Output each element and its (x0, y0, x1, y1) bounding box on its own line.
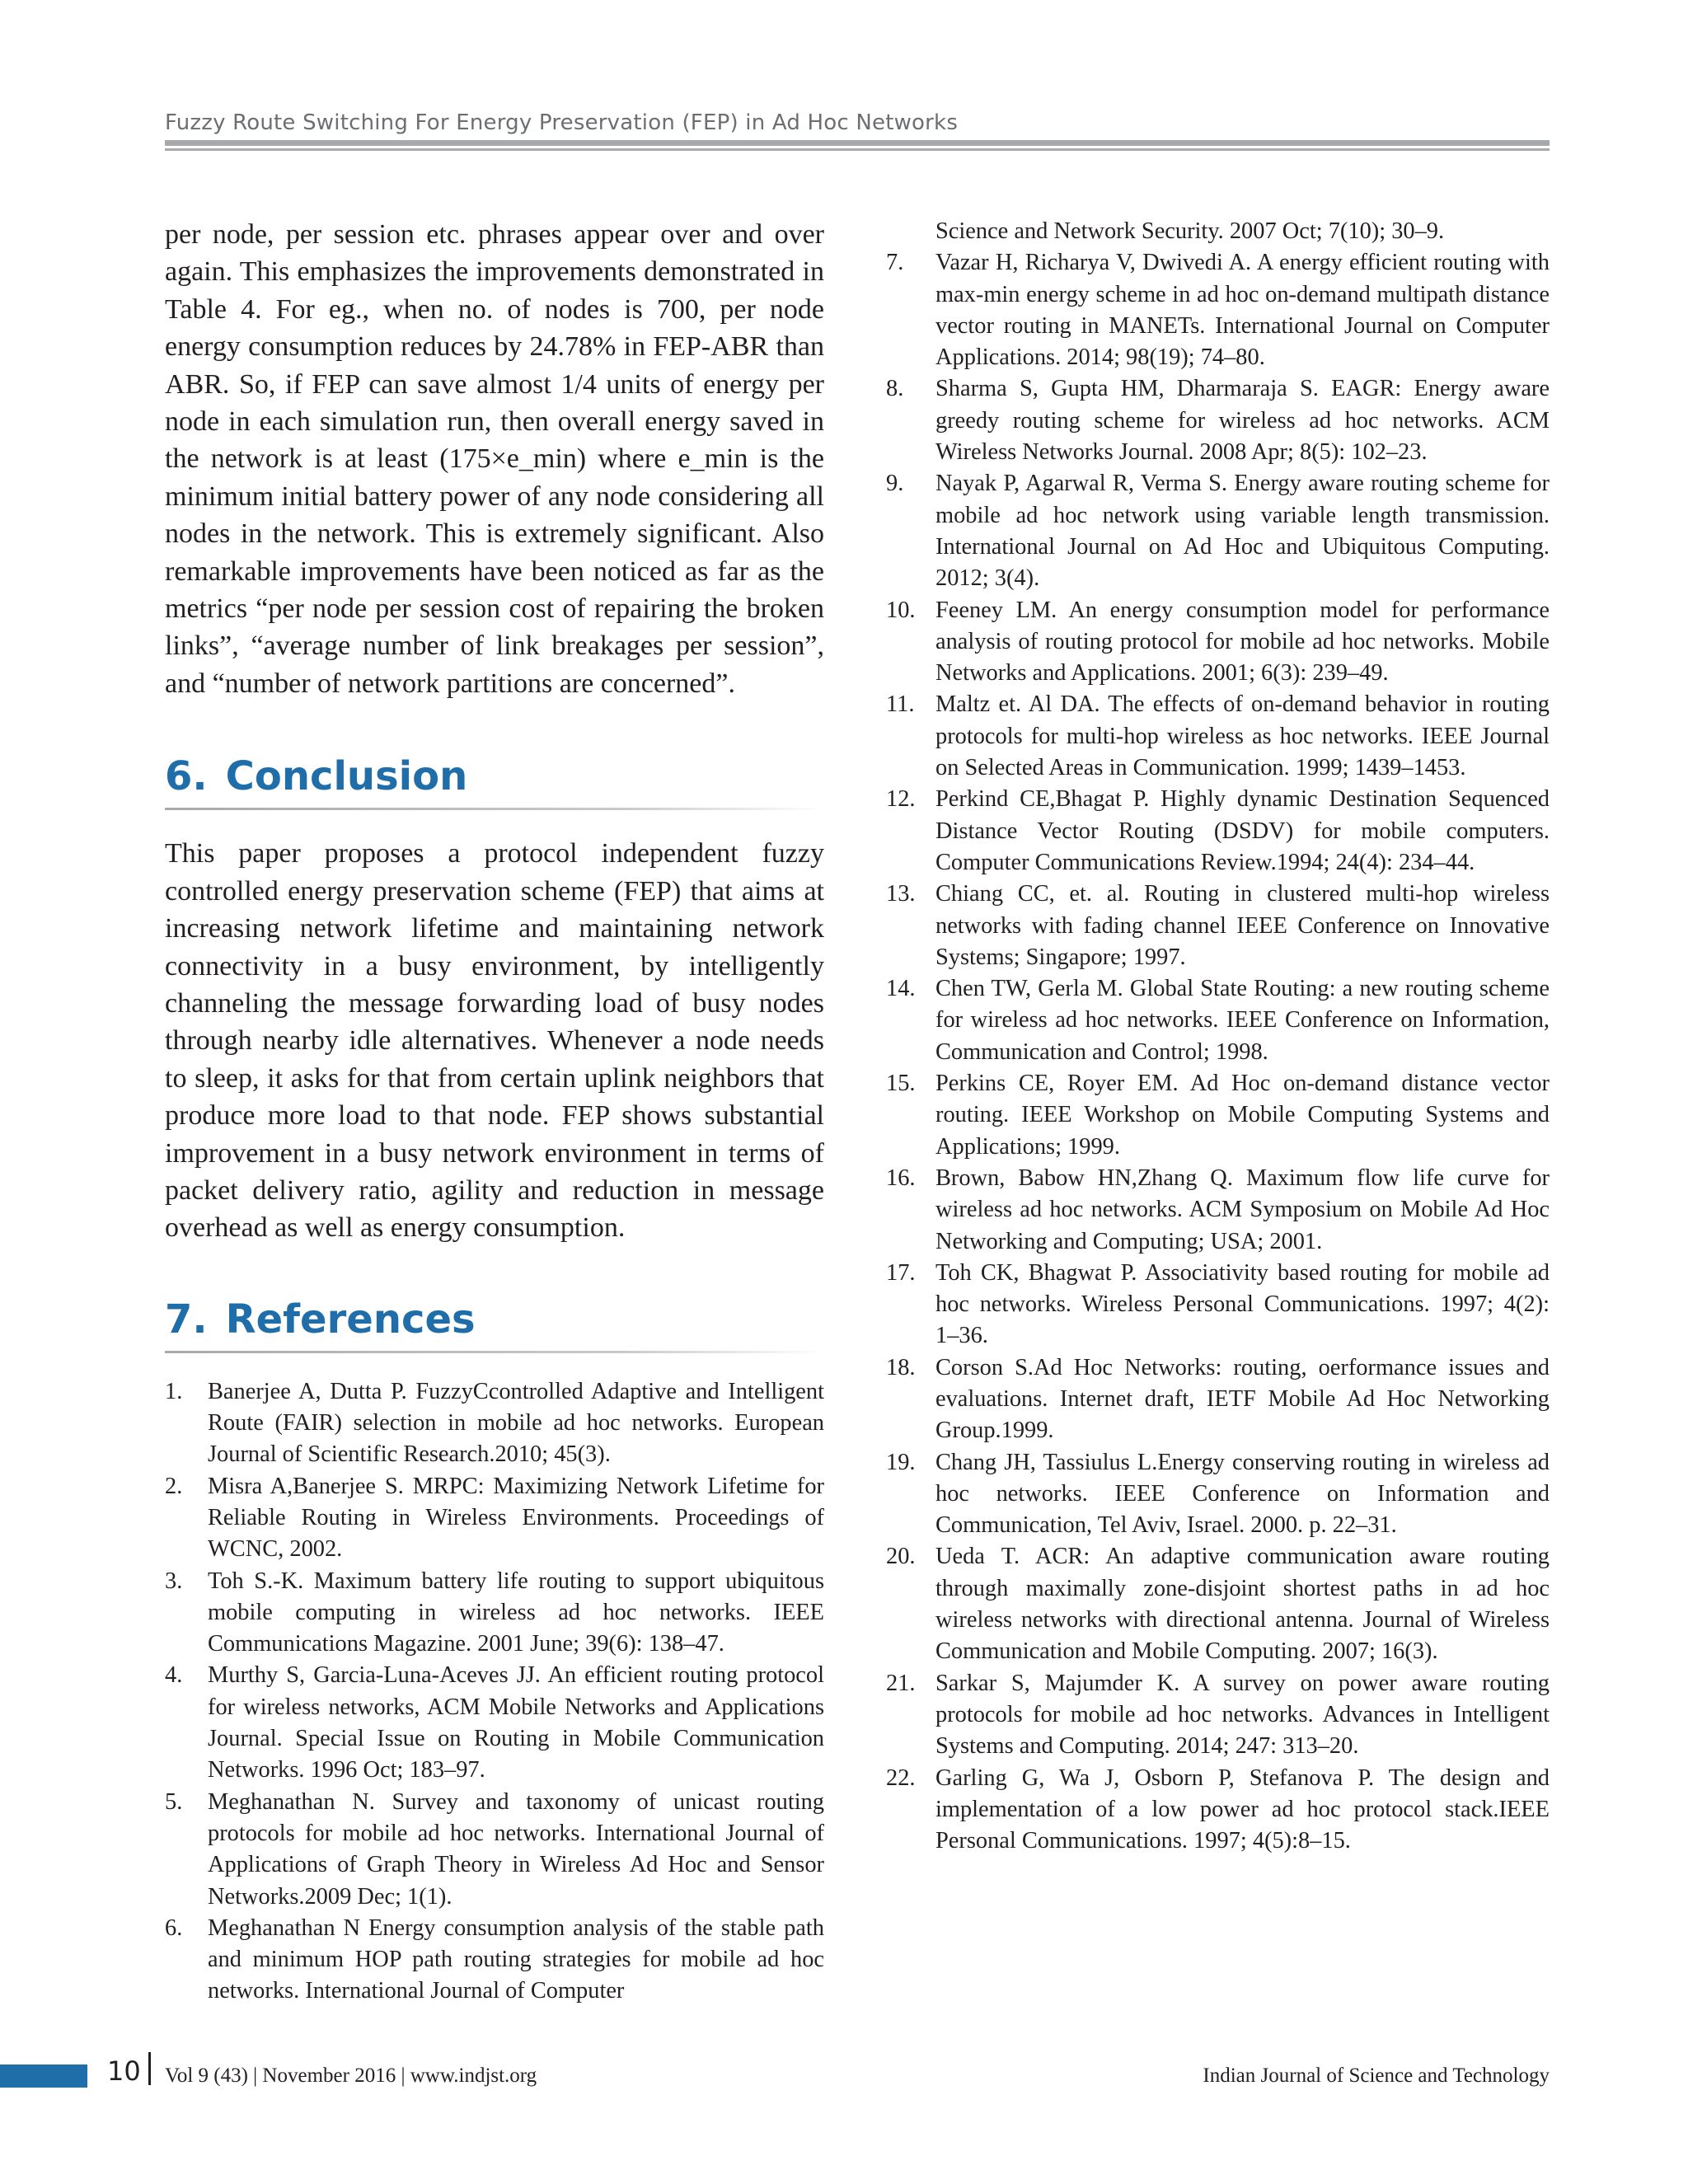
reference-item (886, 1163, 1550, 1258)
reference-item (165, 1566, 824, 1661)
reference-text: Perkins CE, Royer EM. Ad Hoc on-demand distance vector routing. IEEE Workshop on Mobile Computing Systems and Applications; 1999. (935, 1071, 1550, 1160)
reference-list-right (886, 247, 1550, 1857)
running-title: Fuzzy Route Switching For Energy Preservation (FEP) in Ad Hoc Networks (165, 110, 959, 135)
reference-number: 1. (165, 1378, 183, 1404)
reference-item (886, 1258, 1550, 1352)
reference-item (886, 1763, 1550, 1858)
conclusion-number: 6. (165, 753, 208, 800)
reference-text: Chen TW, Gerla M. Global State Routing: a new routing scheme for wireless ad hoc networks. IEEE Conference on Information, Communication and Control; 1998. (935, 976, 1550, 1065)
footer-accent-bar (0, 2064, 87, 2088)
reference-number: 6. (165, 1915, 183, 1941)
footer-divider (148, 2052, 151, 2085)
reference-number: 14. (886, 976, 916, 1002)
reference-number: 11. (886, 691, 915, 718)
reference-item (886, 595, 1550, 690)
reference-text: Nayak P, Agarwal R, Verma S. Energy aware routing scheme for mobile ad hoc network using variable length transmission. International Journal on Ad Hoc and Ubiquitous Computing. 2012; 3(4). (935, 471, 1550, 592)
conclusion-paragraph: This paper proposes a protocol independent fuzzy controlled energy preservation scheme (FEP) that aims at increasing network lifetime and maintaining network connectivity in a busy environment, by intelligently channeling the message forwarding load of busy nodes through nearby idle alternatives. Whenever a node needs to sleep, it asks for that from certain uplink neighbors that produce more load to that node. FEP shows substantial improvement in a busy network environment in terms of packet delivery ratio, agility and reduction in message overhead as well as energy consumption. (165, 838, 824, 1244)
reference-number: 16. (886, 1165, 916, 1191)
reference-text: Meghanathan N. Survey and taxonomy of unicast routing protocols for mobile ad hoc networks. International Journal of Applications of Graph Theory in Wireless Ad Hoc and Sensor Networks.2009 Dec; 1(1). (208, 1788, 824, 1910)
reference-item (886, 689, 1550, 784)
reference-item (886, 247, 1550, 373)
right-column (886, 216, 1550, 1857)
conclusion-title: Conclusion (225, 753, 468, 800)
header-rule (165, 140, 1550, 146)
reference-item (886, 468, 1550, 594)
header-rule-thin (165, 148, 1550, 151)
reference-continuation: Science and Network Security. 2007 Oct; 7(10); 30–9. (935, 218, 1445, 244)
reference-text: Chang JH, Tassiulus L.Energy conserving routing in wireless ad hoc networks. IEEE Conference on Information and Communication, Tel Aviv, Israel. 2000. p. 22–31. (935, 1449, 1550, 1539)
reference-text: Brown, Babow HN,Zhang Q. Maximum flow life curve for wireless ad hoc networks. ACM Symposium on Mobile Ad Hoc Networking and Computing; USA; 2001. (935, 1165, 1550, 1254)
reference-item (886, 373, 1550, 468)
reference-number: 4. (165, 1662, 183, 1689)
reference-number: 8. (886, 376, 904, 402)
reference-item (886, 784, 1550, 879)
reference-text: Feeney LM. An energy consumption model for performance analysis of routing protocol for mobile ad hoc networks. Mobile Networks and Applications. 2001; 6(3): 239–49. (935, 597, 1550, 687)
reference-text: Sharma S, Gupta HM, Dharmaraja S. EAGR: Energy aware greedy routing scheme for wireless ad hoc networks. ACM Wireless Networks Journal. 2008 Apr; 8(5): 102–23. (935, 376, 1550, 466)
reference-number: 5. (165, 1788, 183, 1815)
reference-number: 21. (886, 1670, 916, 1696)
reference-item (886, 1068, 1550, 1163)
references-heading (165, 1295, 824, 1344)
reference-item (886, 1541, 1550, 1667)
reference-item (165, 1913, 824, 2008)
reference-text: Ueda T. ACR: An adaptive communication aware routing through maximally zone-disjoint shortest paths in ad hoc wireless networks with directional antenna. Journal of Wireless Communication and Mobile Computing. 2007; 16(3). (935, 1544, 1550, 1665)
reference-text: Toh CK, Bhagwat P. Associativity based routing for mobile ad hoc networks. Wireless Personal Communications. 1997; 4(2): 1–36. (935, 1259, 1550, 1349)
reference-number: 22. (886, 1765, 916, 1791)
reference-item (165, 1376, 824, 1471)
reference-text: Misra A,Banerjee S. MRPC: Maximizing Network Lifetime for Reliable Routing in Wireless Environments. Proceedings of WCNC, 2002. (208, 1473, 824, 1563)
reference-item (886, 1447, 1550, 1542)
reference-text: Vazar H, Richarya V, Dwivedi A. A energy efficient routing with max-min energy scheme in ad hoc on-demand multipath distance vector routing in MANETs. International Journal on Computer Applications. 2014; 98(19); 74–80. (935, 250, 1550, 371)
reference-text: Chiang CC, et. al. Routing in clustered multi-hop wireless networks with fading channel IEEE Conference on Innovative Systems; Singapore; 1997. (935, 881, 1550, 970)
journal-name: Indian Journal of Science and Technology (1203, 2064, 1550, 2087)
references-number: 7. (165, 1296, 208, 1343)
issue-info: Vol 9 (43) | November 2016 | www.indjst.org (165, 2064, 537, 2087)
reference-number: 17. (886, 1259, 916, 1286)
reference-item (886, 1352, 1550, 1447)
reference-text: Garling G, Wa J, Osborn P, Stefanova P. The design and implementation of a low power ad hoc protocol stack.IEEE Personal Communications. 1997; 4(5):8–15. (935, 1765, 1550, 1854)
intro-paragraph: per node, per session etc. phrases appear over and over again. This emphasizes the improvements demonstrated in Table 4. For eg., when no. of nodes is 700, per node energy consumption reduces by 24.78% in FEP-ABR than ABR. So, if FEP can save almost 1/4 units of energy per node in each simulation run, then overall energy saved in the network is at least (175×e_min) where e_min is the minimum initial battery power of any node considering all nodes in the network. This is extremely significant. Also remarkable improvements have been noticed as far as the metrics “per node per session cost of repairing the broken links”, “average number of link breakages per session”, and “number of network partitions are concerned”. (165, 219, 824, 699)
left-column (165, 216, 824, 2008)
reference-number: 20. (886, 1544, 916, 1570)
page-number: 10 (107, 2055, 141, 2087)
reference-text: Toh S.-K. Maximum battery life routing to support ubiquitous mobile computing in wireless ad hoc networks. IEEE Communications Magazine. 2001 June; 39(6): 138–47. (208, 1568, 824, 1657)
reference-text: Sarkar S, Majumder K. A survey on power aware routing protocols for mobile ad hoc networks. Advances in Intelligent Systems and Computing. 2014; 247: 313–20. (935, 1670, 1550, 1760)
reference-item (165, 1471, 824, 1566)
reference-number: 19. (886, 1449, 916, 1475)
references-title: References (225, 1296, 476, 1343)
reference-number: 9. (886, 471, 904, 497)
conclusion-heading (165, 752, 824, 801)
reference-text: Corson S.Ad Hoc Networks: routing, oerformance issues and evaluations. Internet draft, IETF Mobile Ad Hoc Networking Group.1999. (935, 1354, 1550, 1444)
reference-list-left (165, 1376, 824, 2008)
reference-item (165, 1660, 824, 1786)
reference-number: 7. (886, 250, 904, 276)
reference-text: Murthy S, Garcia-Luna-Aceves JJ. An efficient routing protocol for wireless networks, ACM Mobile Networks and Applications Journal. Special Issue on Routing in Mobile Communication Networks. 1996 Oct; 183–97. (208, 1662, 824, 1783)
reference-text: Perkind CE,Bhagat P. Highly dynamic Destination Sequenced Distance Vector Routing (DSDV) for mobile computers. Computer Communications Review.1994; 24(4): 234–44. (935, 786, 1550, 875)
reference-item (886, 1668, 1550, 1763)
reference-number: 3. (165, 1568, 183, 1594)
reference-text: Banerjee A, Dutta P. FuzzyCcontrolled Adaptive and Intelligent Route (FAIR) selection in mobile ad hoc networks. European Journal of Scientific Research.2010; 45(3). (208, 1378, 824, 1468)
reference-item (886, 973, 1550, 1068)
reference-number: 10. (886, 597, 916, 623)
reference-item (886, 879, 1550, 973)
reference-number: 15. (886, 1071, 916, 1097)
reference-text: Maltz et. Al DA. The effects of on-demand behavior in routing protocols for multi-hop wireless as hoc networks. IEEE Journal on Selected Areas in Communication. 1999; 1439–1453. (935, 691, 1550, 781)
reference-number: 12. (886, 786, 916, 813)
reference-item (165, 1787, 824, 1913)
reference-number: 2. (165, 1473, 183, 1499)
reference-number: 13. (886, 881, 916, 907)
reference-text: Meghanathan N Energy consumption analysis of the stable path and minimum HOP path routing strategies for mobile ad hoc networks. International Journal of Computer (208, 1915, 824, 2004)
reference-number: 18. (886, 1354, 916, 1380)
